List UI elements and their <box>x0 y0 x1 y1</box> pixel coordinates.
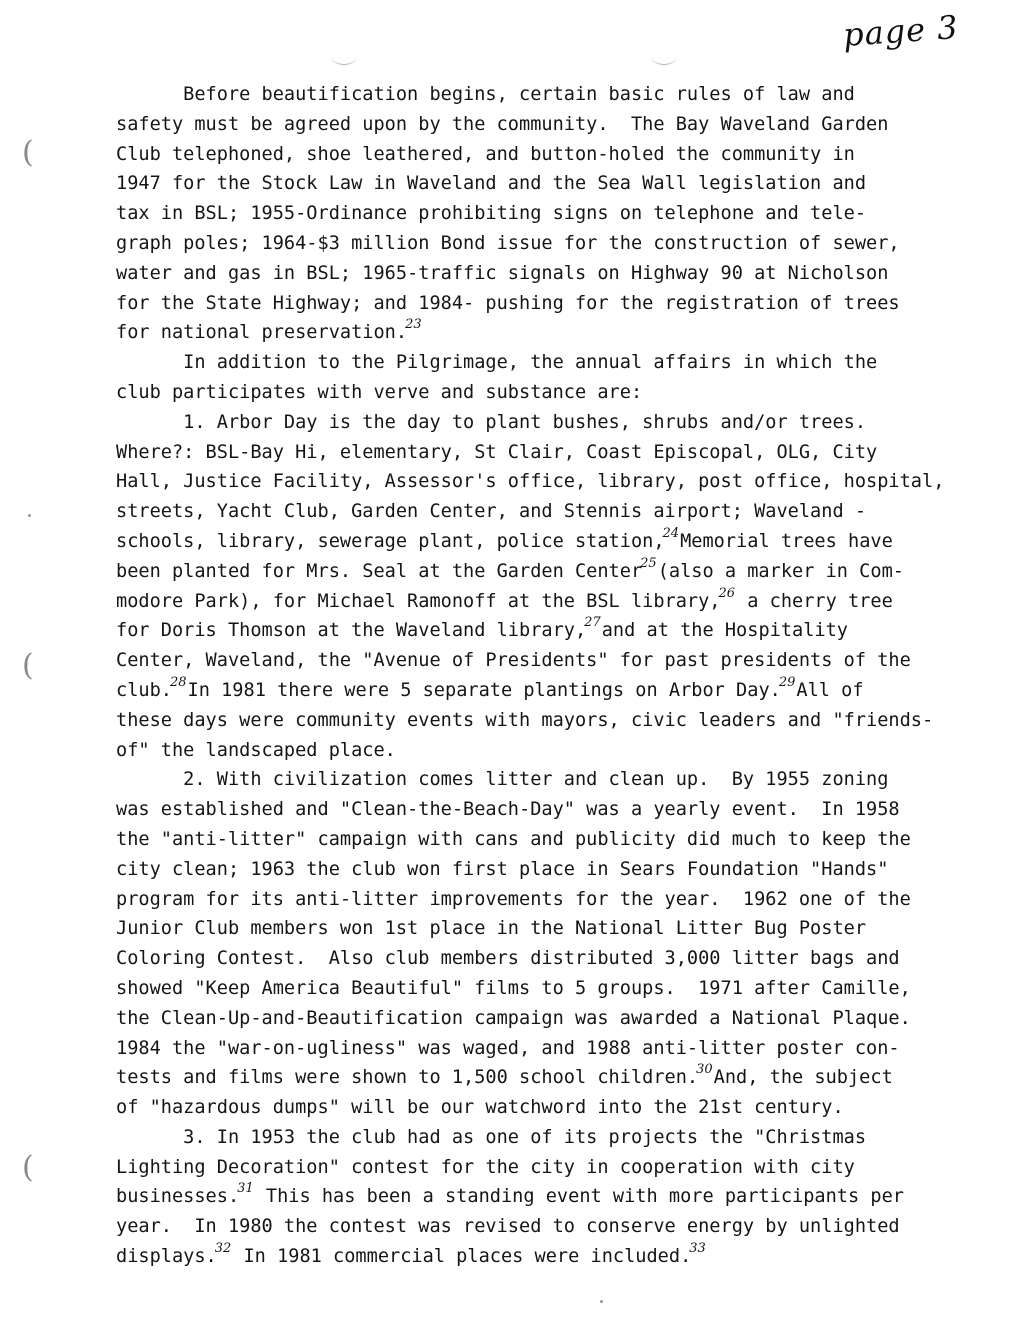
footnote-marker: 23 <box>405 317 422 333</box>
text-segment: tests and films were shown to 1,500 school children. <box>116 1067 699 1089</box>
text-segment: club participates with verve and substance are: <box>116 381 643 403</box>
text-segment: of" the landscaped place. <box>116 739 396 761</box>
text-segment: showed "Keep America Beautiful" films to 5 groups. 1971 after Camille, <box>116 977 911 999</box>
text-segment: these days were community events with mayors, civic leaders and "friends- <box>116 709 934 731</box>
text-segment: water and gas in BSL; 1965-traffic signals on Highway 90 at Nicholson <box>116 262 889 284</box>
text-line <box>116 378 1016 408</box>
text-line <box>116 557 1016 587</box>
footnote-marker: 28 <box>169 674 187 690</box>
text-line <box>116 706 1016 736</box>
footnote-marker: 29 <box>778 674 796 690</box>
text-segment: businesses. <box>116 1186 240 1208</box>
text-line <box>116 736 1016 766</box>
text-segment: In addition to the Pilgrimage, the annual affairs in which the <box>183 352 878 374</box>
text-line <box>116 587 1016 617</box>
footnote-marker: 25 <box>640 555 657 571</box>
text-line <box>116 1123 1016 1153</box>
text-segment: tax in BSL; 1955-Ordinance prohibiting signs on telephone and tele- <box>116 203 867 225</box>
text-line <box>116 140 1016 170</box>
text-segment: All of <box>796 679 864 701</box>
scan-speck <box>28 514 31 517</box>
footnote-marker: 24 <box>662 525 680 541</box>
text-line <box>116 199 1016 229</box>
punch-hole-mark <box>650 44 678 65</box>
typed-body-text <box>116 80 1016 1272</box>
text-segment: the Clean-Up-and-Beautification campaign was awarded a National Plaque. <box>116 1007 911 1029</box>
text-segment: safety must be agreed upon by the community. The Bay Waveland Garden <box>116 113 889 135</box>
text-line <box>116 885 1016 915</box>
text-segment: of "hazardous dumps" will be our watchword into the 21st century. <box>116 1097 844 1119</box>
text-line <box>116 855 1016 885</box>
footnote-marker: 32 <box>214 1241 232 1257</box>
text-line <box>116 289 1016 319</box>
text-segment: for Doris Thomson at the Waveland library, <box>116 620 587 642</box>
text-segment: was established and "Clean-the-Beach-Day" was a yearly event. In 1958 <box>116 799 900 821</box>
text-segment: 1947 for the Stock Law in Waveland and the Sea Wall legislation and <box>116 173 867 195</box>
handwritten-page-number: page 3 <box>841 8 960 54</box>
text-segment: And, the subject <box>713 1067 893 1089</box>
text-line <box>116 795 1016 825</box>
text-segment: modore Park), for Michael Ramonoff at the BSL library, <box>116 590 721 612</box>
text-line <box>116 110 1016 140</box>
text-segment: program for its anti-litter improvements for the year. 1962 one of the <box>116 888 911 910</box>
text-segment: schools, library, sewerage plant, police station, <box>116 530 665 552</box>
text-segment: Where?: BSL-Bay Hi, elementary, St Clair, Coast Episcopal, OLG, City <box>116 441 878 463</box>
text-line <box>116 1242 1016 1272</box>
text-line <box>116 1034 1016 1064</box>
scan-speck <box>600 1300 603 1303</box>
text-segment: 2. With civilization comes litter and clean up. By 1955 zoning <box>183 769 889 791</box>
text-segment: a cherry tree <box>736 590 893 612</box>
footnote-marker: 33 <box>689 1241 706 1257</box>
text-line <box>116 1004 1016 1034</box>
text-line <box>116 1153 1016 1183</box>
text-segment: Coloring Contest. Also club members distributed 3,000 litter bags and <box>116 948 900 970</box>
text-segment: Center, Waveland, the "Avenue of Presidents" for past presidents of the <box>116 650 911 672</box>
text-line <box>116 229 1016 259</box>
text-line <box>116 676 1016 706</box>
text-line <box>116 616 1016 646</box>
text-line <box>116 914 1016 944</box>
text-segment: This has been a standing event with more participants per <box>254 1186 904 1208</box>
text-segment: graph poles; 1964-$3 million Bond issue for the construction of sewer, <box>116 232 900 254</box>
margin-binding-mark: ( <box>22 135 34 170</box>
text-segment: city clean; 1963 the club won first place in Sears Foundation "Hands" <box>116 858 889 880</box>
text-line <box>116 467 1016 497</box>
text-line <box>116 318 1016 348</box>
text-line <box>116 259 1016 289</box>
text-segment: for national preservation. <box>116 322 408 344</box>
text-line <box>116 1182 1016 1212</box>
text-line <box>116 1212 1016 1242</box>
text-segment: club. <box>116 679 172 701</box>
text-segment: Club telephoned, shoe leathered, and button-holed the community in <box>116 143 855 165</box>
text-line <box>116 348 1016 378</box>
text-segment: In 1981 commercial places were included. <box>232 1246 692 1268</box>
text-segment: 1. Arbor Day is the day to plant bushes, shrubs and/or trees. <box>183 411 867 433</box>
footnote-marker: 31 <box>237 1181 254 1197</box>
punch-hole-mark <box>330 44 358 65</box>
text-segment: Hall, Justice Facility, Assessor's office, library, post office, hospital, <box>116 471 945 493</box>
text-segment: the "anti-litter" campaign with cans and publicity did much to keep the <box>116 828 911 850</box>
text-line <box>116 80 1016 110</box>
text-segment: Before beautification begins, certain basic rules of law and <box>183 84 855 105</box>
text-segment: for the State Highway; and 1984- pushing for the registration of trees <box>116 292 900 314</box>
text-segment: 3. In 1953 the club had as one of its projects the "Christmas <box>183 1126 867 1148</box>
text-segment: year. In 1980 the contest was revised to conserve energy by unlighted <box>116 1216 900 1238</box>
footnote-marker: 27 <box>584 615 601 631</box>
text-segment: In 1981 there were 5 separate plantings on Arbor Day. <box>187 679 781 701</box>
text-line <box>116 646 1016 676</box>
text-line <box>116 825 1016 855</box>
text-line <box>116 169 1016 199</box>
text-line <box>116 1093 1016 1123</box>
text-segment: 1984 the "war-on-ugliness" was waged, and 1988 anti-litter poster con- <box>116 1037 900 1059</box>
text-line <box>116 497 1016 527</box>
text-line <box>116 1063 1016 1093</box>
text-line <box>116 438 1016 468</box>
text-line <box>116 765 1016 795</box>
margin-binding-mark: ( <box>22 648 34 683</box>
footnote-marker: 26 <box>718 585 736 601</box>
text-line <box>116 527 1016 557</box>
text-segment: Memorial trees have <box>680 530 893 552</box>
text-segment: Junior Club members won 1st place in the National Litter Bug Poster <box>116 918 867 940</box>
text-segment: displays. <box>116 1246 217 1268</box>
text-line <box>116 974 1016 1004</box>
text-segment: streets, Yacht Club, Garden Center, and Stennis airport; Waveland - <box>116 501 867 523</box>
text-segment: been planted for Mrs. Seal at the Garden Center <box>116 560 643 582</box>
text-segment: (also a marker in Com- <box>657 560 904 582</box>
footnote-marker: 30 <box>696 1062 713 1078</box>
margin-binding-mark: ( <box>22 1150 34 1185</box>
text-segment: and at the Hospitality <box>601 620 848 642</box>
text-segment: Lighting Decoration" contest for the city in cooperation with city <box>116 1156 855 1178</box>
text-line <box>116 408 1016 438</box>
text-line <box>116 944 1016 974</box>
